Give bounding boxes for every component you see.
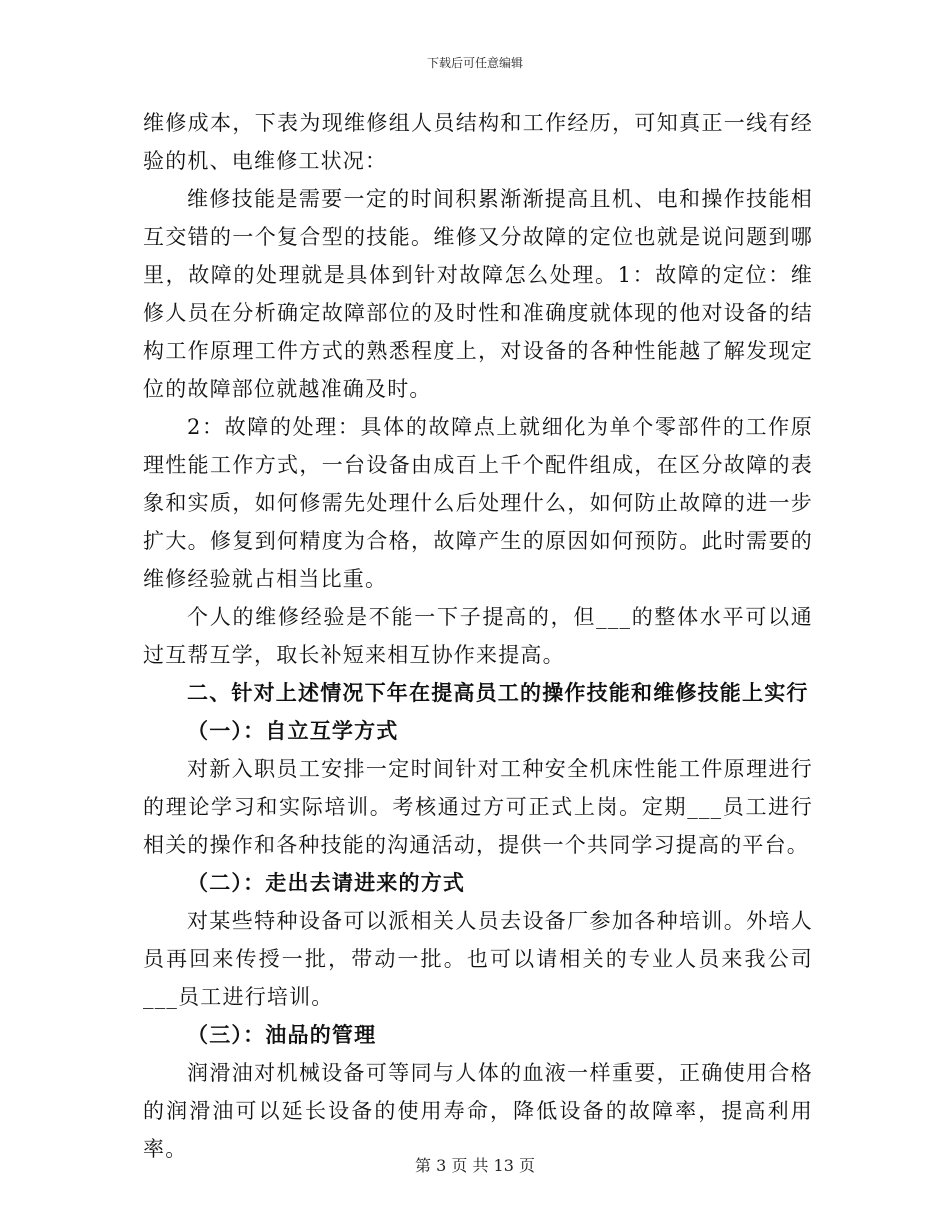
page-footer: 第 3 页 共 13 页 [415, 1156, 535, 1175]
subheading-two: （二）：走出去请进来的方式 [187, 870, 466, 895]
paragraph-maintenance-skill: 维修技能是需要一定的时间积累渐渐提高且机、电和操作技能相互交错的一个复合型的技能。维修又分故障的定位也就是说问题到哪里，故障的处理就是具体到针对故障怎么处理。1：故障的定位：维修人员在分析确定故障部位的及时性和准确度就体现的他对设备的结构工作原理工件方式的熟悉程度上，对设备的各种性能越了解发现定位的故障部位就越准确及时。 [143, 187, 813, 401]
page-header: 下载后可任意编辑 [426, 56, 523, 70]
document-body [143, 104, 813, 1168]
paragraph-personal-experience: 个人的维修经验是不能一下子提高的，但___的整体水平可以通过互帮互学，取长补短来相互协作来提高。 [143, 605, 813, 667]
section-heading-two: 二、针对上述情况下年在提高员工的操作技能和维修技能上实行 [187, 680, 809, 705]
paragraph-maintenance-cost: 维修成本，下表为现维修组人员结构和工作经历，可知真正一线有经验的机、电维修工状况： [143, 111, 813, 173]
paragraph-fault-handling: 2：故障的处理：具体的故障点上就细化为单个零部件的工作原理性能工作方式，一台设备由成百上千个配件组成，在区分故障的表象和实质，如何修需先处理什么后处理什么，如何防止故障的进一步扩大。修复到何精度为合格，故障产生的原因如何预防。此时需要的维修经验就占相当比重。 [143, 415, 813, 591]
paragraph-external-training: 对某些特种设备可以派相关人员去设备厂参加各种培训。外培人员再回来传授一批，带动一批。也可以请相关的专业人员来我公司___员工进行培训。 [143, 909, 813, 1009]
subheading-three: （三）：油品的管理 [187, 1022, 377, 1047]
paragraph-lubricant: 润滑油对机械设备可等同与人体的血液一样重要，正确使用合格的润滑油可以延长设备的使用寿命，降低设备的故障率，提高利用率。 [143, 1061, 813, 1161]
paragraph-new-staff-training: 对新入职员工安排一定时间针对工种安全机床性能工件原理进行的理论学习和实际培训。考核通过方可正式上岗。定期___员工进行相关的操作和各种技能的沟通活动，提供一个共同学习提高的平台。 [143, 757, 813, 857]
subheading-one: （一）：自立互学方式 [187, 718, 399, 743]
